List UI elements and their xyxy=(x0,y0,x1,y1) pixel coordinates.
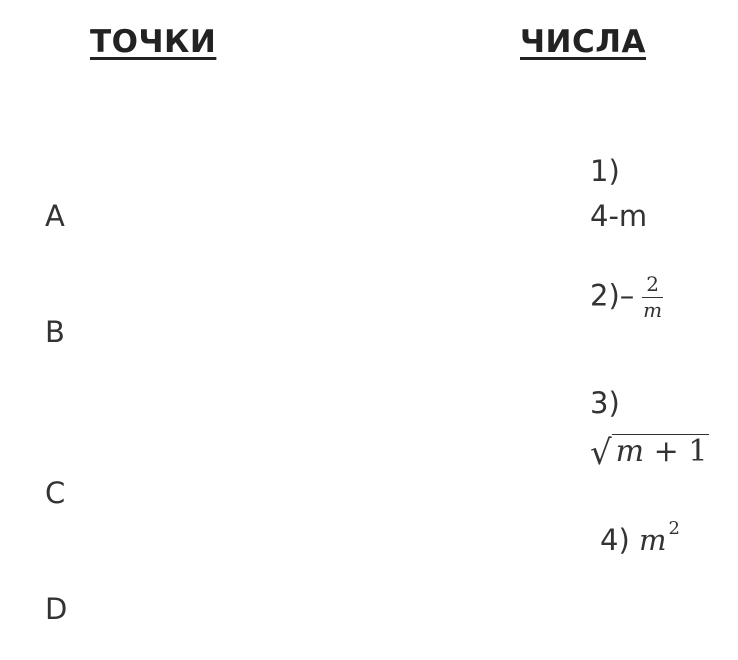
radicand-variable: m xyxy=(615,434,645,469)
option-1-expression: 4-m xyxy=(590,199,648,233)
numbers-header: ЧИСЛА xyxy=(520,24,646,60)
fraction-numerator: 2 xyxy=(642,274,663,298)
points-header: ТОЧКИ xyxy=(90,24,217,60)
point-label-b: B xyxy=(45,315,65,349)
point-label-d: D xyxy=(45,592,68,626)
option-1-prefix: 1) xyxy=(590,154,620,188)
option-3-sqrt xyxy=(590,434,709,471)
option-2 xyxy=(590,274,663,321)
sqrt-expression xyxy=(590,432,709,473)
option-2-prefix: 2)– xyxy=(590,278,635,313)
option-4-base: m xyxy=(638,523,667,557)
option-2-fraction xyxy=(642,274,663,321)
sqrt-sign-icon: √ xyxy=(590,432,612,473)
radicand-rest: + 1 xyxy=(653,434,708,469)
fraction-denominator: m xyxy=(643,298,663,322)
point-label-a: A xyxy=(45,199,65,233)
option-4-prefix: 4) xyxy=(600,523,630,557)
point-label-c: C xyxy=(45,476,66,510)
option-4-exponent: 2 xyxy=(668,518,680,539)
sqrt-radicand xyxy=(612,434,710,470)
option-4 xyxy=(600,518,680,557)
option-3-prefix: 3) xyxy=(590,386,620,420)
